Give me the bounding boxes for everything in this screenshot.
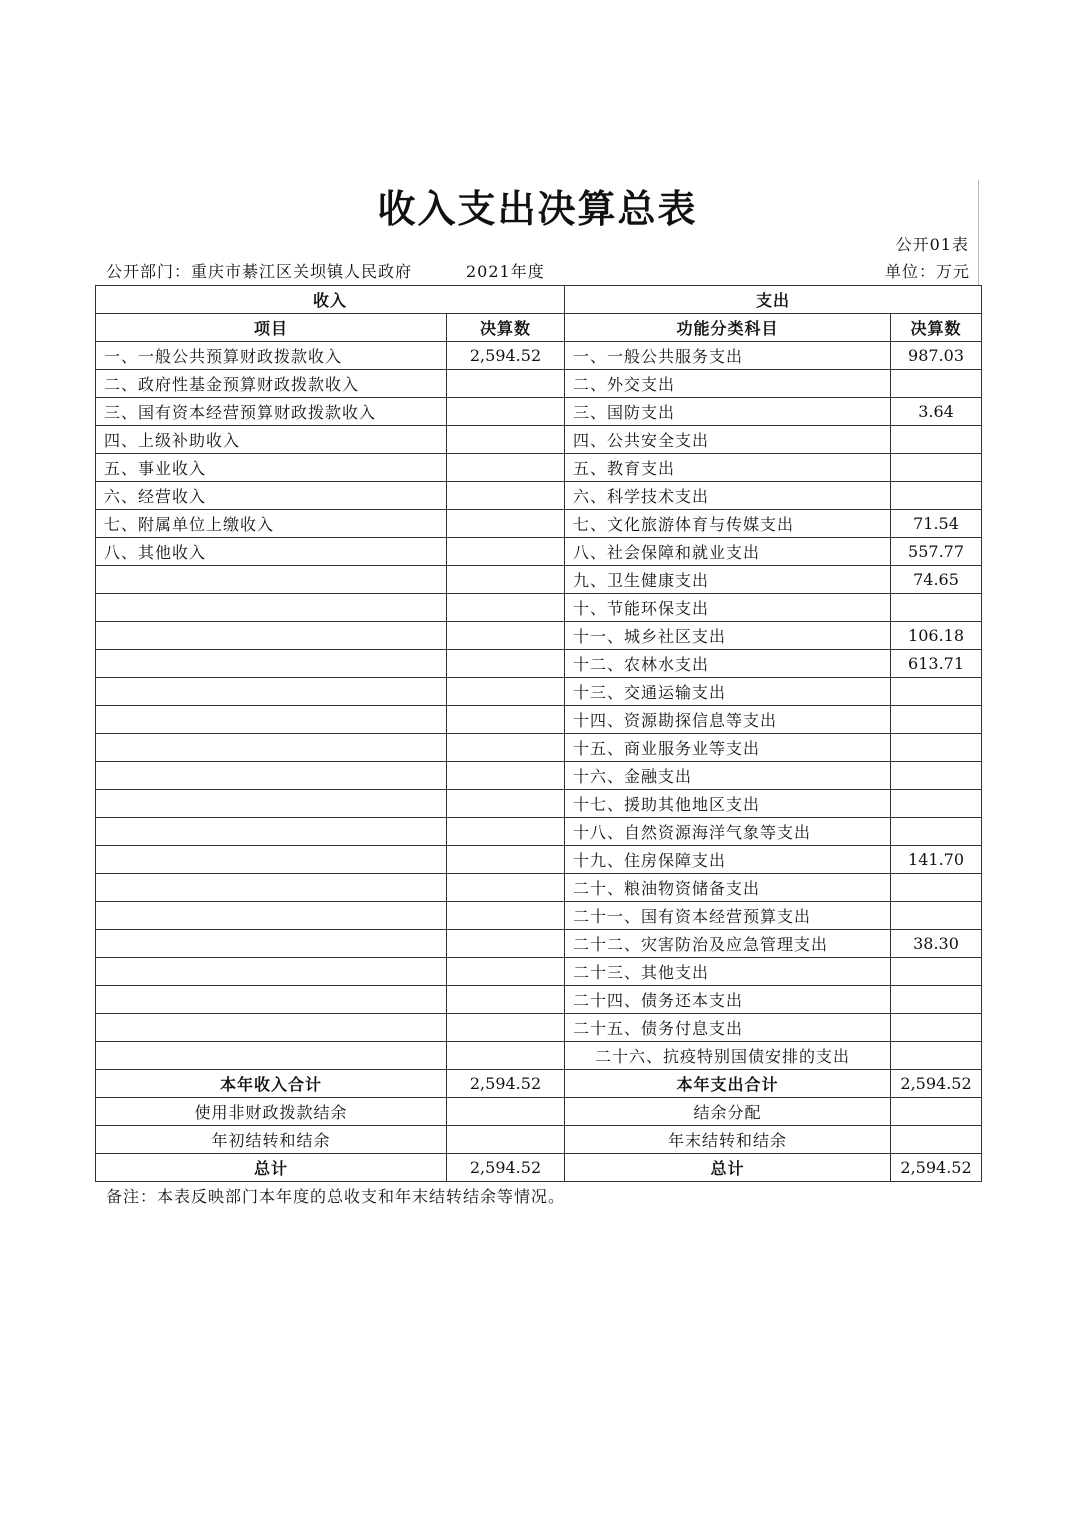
- table-row: [96, 650, 982, 678]
- table-row: [96, 818, 982, 846]
- income-item: [96, 734, 447, 762]
- income-item: [96, 902, 447, 930]
- income-amount: [447, 1042, 565, 1070]
- table-row: [96, 986, 982, 1014]
- income-amount: [447, 874, 565, 902]
- expense-item: 四、公共安全支出: [565, 426, 891, 454]
- expense-amount: [891, 790, 982, 818]
- table-row: [96, 342, 982, 370]
- table-row: [96, 706, 982, 734]
- table-row: [96, 510, 982, 538]
- expense-item: 五、教育支出: [565, 454, 891, 482]
- table-row: [96, 454, 982, 482]
- table-row: [96, 790, 982, 818]
- nonfiscal-row: [96, 1098, 982, 1126]
- expense-amount: [891, 986, 982, 1014]
- income-item: [96, 566, 447, 594]
- summary-table: [95, 285, 982, 1182]
- income-item: [96, 790, 447, 818]
- expense-item: 三、国防支出: [565, 398, 891, 426]
- fiscal-year: 2021年度: [466, 262, 545, 281]
- table-row: [96, 426, 982, 454]
- expense-item: 二十一、国有资本经营预算支出: [565, 902, 891, 930]
- expense-item: 二十六、抗疫特别国债安排的支出: [565, 1042, 891, 1070]
- income-amount: [447, 902, 565, 930]
- expense-amount: [891, 370, 982, 398]
- meta-line: [106, 259, 970, 281]
- income-amount: [447, 510, 565, 538]
- income-item: [96, 650, 447, 678]
- expense-amount: [891, 706, 982, 734]
- grand-income-label: 总计: [96, 1154, 447, 1182]
- expense-amount: 557.77: [891, 538, 982, 566]
- expense-item: 二、外交支出: [565, 370, 891, 398]
- table-row: [96, 538, 982, 566]
- income-item: 八、其他收入: [96, 538, 447, 566]
- page-title: 收入支出决算总表: [377, 187, 698, 231]
- income-amount: [447, 622, 565, 650]
- table-code: 公开01表: [895, 235, 969, 254]
- grand-income-value: 2,594.52: [447, 1154, 565, 1182]
- expense-item: 十六、金融支出: [565, 762, 891, 790]
- income-amount: [447, 538, 565, 566]
- year-total-row: [96, 1070, 982, 1098]
- expense-item: 十五、商业服务业等支出: [565, 734, 891, 762]
- table-row: [96, 398, 982, 426]
- table-row: [96, 622, 982, 650]
- begin-balance-value: [447, 1126, 565, 1154]
- income-amount: [447, 790, 565, 818]
- table-row: [96, 734, 982, 762]
- table-row: [96, 846, 982, 874]
- expense-amount: 3.64: [891, 398, 982, 426]
- income-amount: [447, 986, 565, 1014]
- expense-item: 七、文化旅游体育与传媒支出: [565, 510, 891, 538]
- table-row: [96, 1042, 982, 1070]
- amount-header: 决算数: [447, 314, 565, 342]
- income-amount: [447, 454, 565, 482]
- expense-item: 十九、住房保障支出: [565, 846, 891, 874]
- expense-item: 六、科学技术支出: [565, 482, 891, 510]
- header-row-sections: [96, 286, 982, 314]
- income-amount: [447, 678, 565, 706]
- expense-amount: 106.18: [891, 622, 982, 650]
- expense-item: 十三、交通运输支出: [565, 678, 891, 706]
- income-amount: [447, 846, 565, 874]
- income-item: [96, 678, 447, 706]
- expense-item: 二十三、其他支出: [565, 958, 891, 986]
- income-amount: [447, 706, 565, 734]
- year-income-value: 2,594.52: [447, 1070, 565, 1098]
- department: 公开部门：重庆市綦江区关坝镇人民政府: [106, 262, 413, 281]
- balance-row: [96, 1126, 982, 1154]
- item-header: 项目: [96, 314, 447, 342]
- table-row: [96, 1014, 982, 1042]
- func-item-header: 功能分类科目: [565, 314, 891, 342]
- surplus-dist-label: 结余分配: [565, 1098, 891, 1126]
- income-amount: [447, 762, 565, 790]
- expense-amount: [891, 426, 982, 454]
- expense-item: 十二、农林水支出: [565, 650, 891, 678]
- income-amount: [447, 566, 565, 594]
- expense-amount: [891, 594, 982, 622]
- expense-item: 十、节能环保支出: [565, 594, 891, 622]
- expense-item: 八、社会保障和就业支出: [565, 538, 891, 566]
- income-item: 四、上级补助收入: [96, 426, 447, 454]
- expense-amount: [891, 818, 982, 846]
- income-item: 五、事业收入: [96, 454, 447, 482]
- begin-balance-label: 年初结转和结余: [96, 1126, 447, 1154]
- end-balance-label: 年末结转和结余: [565, 1126, 891, 1154]
- expense-amount: 74.65: [891, 566, 982, 594]
- year-income-label: 本年收入合计: [96, 1070, 447, 1098]
- amount2-header: 决算数: [891, 314, 982, 342]
- expense-amount: [891, 454, 982, 482]
- expense-item: 十一、城乡社区支出: [565, 622, 891, 650]
- expense-amount: [891, 958, 982, 986]
- expense-amount: [891, 1014, 982, 1042]
- expense-amount: [891, 678, 982, 706]
- income-amount: [447, 958, 565, 986]
- expense-header: 支出: [565, 286, 982, 314]
- table-row: [96, 678, 982, 706]
- income-amount: [447, 930, 565, 958]
- income-item: [96, 622, 447, 650]
- grand-total-row: [96, 1154, 982, 1182]
- income-amount: [447, 650, 565, 678]
- expense-item: 二十二、灾害防治及应急管理支出: [565, 930, 891, 958]
- income-item: [96, 762, 447, 790]
- expense-item: 二十、粮油物资储备支出: [565, 874, 891, 902]
- income-item: [96, 846, 447, 874]
- table-row: [96, 874, 982, 902]
- table-row: [96, 482, 982, 510]
- expense-item: 二十五、债务付息支出: [565, 1014, 891, 1042]
- income-amount: [447, 482, 565, 510]
- income-item: [96, 958, 447, 986]
- grand-expense-label: 总计: [565, 1154, 891, 1182]
- income-item: 一、一般公共预算财政拨款收入: [96, 342, 447, 370]
- income-item: [96, 818, 447, 846]
- nonfiscal-value: [447, 1098, 565, 1126]
- expense-item: 一、一般公共服务支出: [565, 342, 891, 370]
- table-row: [96, 930, 982, 958]
- table-row: [96, 958, 982, 986]
- expense-amount: 141.70: [891, 846, 982, 874]
- unit-label: 单位：万元: [884, 262, 970, 281]
- income-item: [96, 1014, 447, 1042]
- income-item: 三、国有资本经营预算财政拨款收入: [96, 398, 447, 426]
- expense-amount: [891, 762, 982, 790]
- expense-item: 十八、自然资源海洋气象等支出: [565, 818, 891, 846]
- expense-amount: 38.30: [891, 930, 982, 958]
- expense-item: 十四、资源勘探信息等支出: [565, 706, 891, 734]
- income-item: 二、政府性基金预算财政拨款收入: [96, 370, 447, 398]
- table-row: [96, 902, 982, 930]
- expense-amount: [891, 874, 982, 902]
- year-expense-label: 本年支出合计: [565, 1070, 891, 1098]
- income-amount: [447, 594, 565, 622]
- income-amount: [447, 426, 565, 454]
- income-amount: [447, 398, 565, 426]
- year-expense-value: 2,594.52: [891, 1070, 982, 1098]
- header-row-columns: [96, 314, 982, 342]
- table-row: [96, 370, 982, 398]
- expense-amount: 613.71: [891, 650, 982, 678]
- expense-amount: [891, 734, 982, 762]
- income-amount: [447, 818, 565, 846]
- income-item: [96, 986, 447, 1014]
- income-item: 七、附属单位上缴收入: [96, 510, 447, 538]
- expense-item: 九、卫生健康支出: [565, 566, 891, 594]
- expense-item: 十七、援助其他地区支出: [565, 790, 891, 818]
- income-item: [96, 874, 447, 902]
- expense-amount: 987.03: [891, 342, 982, 370]
- footnote: 备注：本表反映部门本年度的总收支和年末结转结余等情况。: [106, 1187, 566, 1206]
- table-row: [96, 594, 982, 622]
- table-row: [96, 762, 982, 790]
- income-header: 收入: [96, 286, 565, 314]
- surplus-dist-value: [891, 1098, 982, 1126]
- grand-expense-value: 2,594.52: [891, 1154, 982, 1182]
- expense-amount: [891, 902, 982, 930]
- income-item: [96, 594, 447, 622]
- income-item: [96, 706, 447, 734]
- income-item: 六、经营收入: [96, 482, 447, 510]
- income-amount: [447, 1014, 565, 1042]
- income-amount: 2,594.52: [447, 342, 565, 370]
- income-item: [96, 930, 447, 958]
- end-balance-value: [891, 1126, 982, 1154]
- expense-amount: 71.54: [891, 510, 982, 538]
- nonfiscal-label: 使用非财政拨款结余: [96, 1098, 447, 1126]
- expense-item: 二十四、债务还本支出: [565, 986, 891, 1014]
- income-amount: [447, 370, 565, 398]
- income-amount: [447, 734, 565, 762]
- expense-amount: [891, 482, 982, 510]
- table-row: [96, 566, 982, 594]
- expense-amount: [891, 1042, 982, 1070]
- income-item: [96, 1042, 447, 1070]
